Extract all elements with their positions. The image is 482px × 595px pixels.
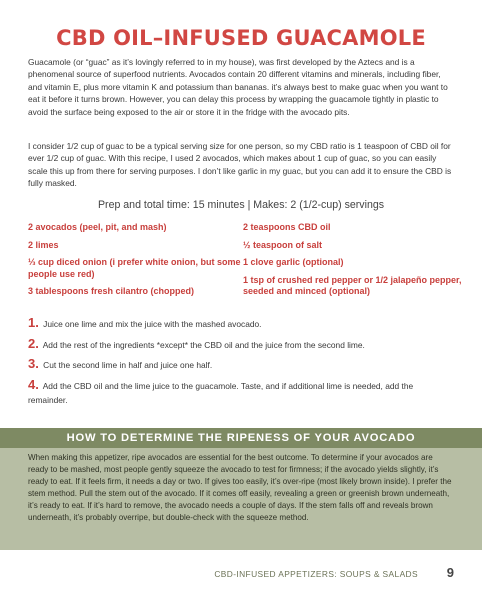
ingredient-item: 2 limes — [28, 239, 59, 250]
instruction-steps — [28, 316, 454, 413]
step-number: 3. — [28, 356, 39, 371]
ripeness-sidebar — [0, 428, 482, 550]
step-text: Juice one lime and mix the juice with the mashed avocado. — [43, 319, 262, 329]
page-number: 9 — [446, 565, 454, 580]
makes-value: 2 (1/2-cup) servings — [290, 199, 385, 211]
footer-section-label: CBD-INFUSED APPETIZERS: SOUPS & SALADS — [214, 569, 418, 579]
prep-value: 15 minutes — [192, 199, 245, 211]
step-text: Add the CBD oil and the lime juice to the guacamole. Taste, and if additional lime is needed, add the remainder. — [28, 380, 414, 405]
ingredient-item: 1 clove garlic (optional) — [243, 257, 344, 267]
step-item — [28, 337, 454, 353]
ingredient-item: ⅓ cup diced onion (i prefer white onion, but some people use red) — [28, 257, 241, 279]
step-item — [28, 357, 454, 373]
step-text: Cut the second lime in half and juice one half. — [43, 360, 213, 370]
recipe-title: CBD OIL–INFUSED GUACAMOLE — [56, 26, 426, 50]
step-number: 2. — [28, 335, 39, 351]
ingredient-item: 3 tablespoons fresh cilantro (chopped) — [28, 286, 195, 296]
intro-paragraph-2: I consider 1/2 cup of guac to be a typical serving size for one person, so my CBD ratio is 1 teaspoon of CBD oil for ever 1/2 cup of guac. With this recipe, I used 2 avocados, which makes about 1 cup of guac, so you can easily scale this up from there for serving purposes. I don’t like garlic in my guac, but you can add it to ensure the CBD is fully masked. — [28, 141, 452, 189]
step-number: 4. — [28, 376, 39, 392]
step-number: 1. — [28, 315, 39, 330]
step-item — [28, 378, 454, 408]
ingredient-item: 2 teaspoons CBD oil — [243, 222, 331, 232]
step-text: Add the rest of the ingredients *except* the CBD oil and the juice from the second lime. — [42, 339, 365, 350]
prep-separator: | — [247, 199, 251, 211]
sidebar-text: When making this appetizer, ripe avocados are essential for the best outcome. To determine if your avocados are ready to be mashed, most people gently squeeze the avocado to test for firmness; if the avocado yields slightly, it’s ready to eat. If it feels firm, it needs a day or two. If gives too easily, it’s over-ripe (most likely brown inside). I prefer the stem method. Pull the stem out of the avocado. If it comes off easily, revealing a green or greenish brown underneath, it’s ready to eat. If it’s hard to remove, the avocado needs a couple of days. If the stem falls off and reveals brown underneath, it’s probably overripe, but double-check with the squeeze method. — [28, 453, 452, 523]
intro-paragraph-1: Guacamole (or “guac” as it’s lovingly referred to in my house), was first developed by the Aztecs and is a phenomenal source of superfood nutrients. Avocados contain 20 different vitamins and minerals, including fiber, and vitamin E, plus more vitamin K and potassium than bananas. it’s always best to make guac when you want to eat it before it turns brown. However, you can delay this process by wrapping the guacamole tightly in plastic to avoid the surface being exposed to the air or store it in the fridge with the avocado pits. — [28, 57, 448, 117]
step-item — [28, 316, 454, 332]
ingredient-item: ½ teaspoon of salt — [243, 239, 323, 250]
prep-info — [0, 199, 482, 211]
sidebar-header-bar — [0, 428, 482, 448]
page-footer — [0, 566, 482, 582]
prep-label: Prep and total time: — [97, 199, 190, 211]
ingredient-item: 1 tsp of crushed red pepper or 1/2 jalapeño pepper, seeded and minced (optional) — [243, 274, 462, 296]
makes-label: Makes: — [253, 199, 288, 211]
ingredients-left-list — [28, 222, 243, 304]
ingredients-right-list — [243, 222, 463, 304]
sidebar-title: HOW TO DETERMINE THE RIPENESS OF YOUR AVOCADO — [66, 432, 416, 444]
ingredient-item: 2 avocados (peel, pit, and mash) — [28, 222, 167, 232]
